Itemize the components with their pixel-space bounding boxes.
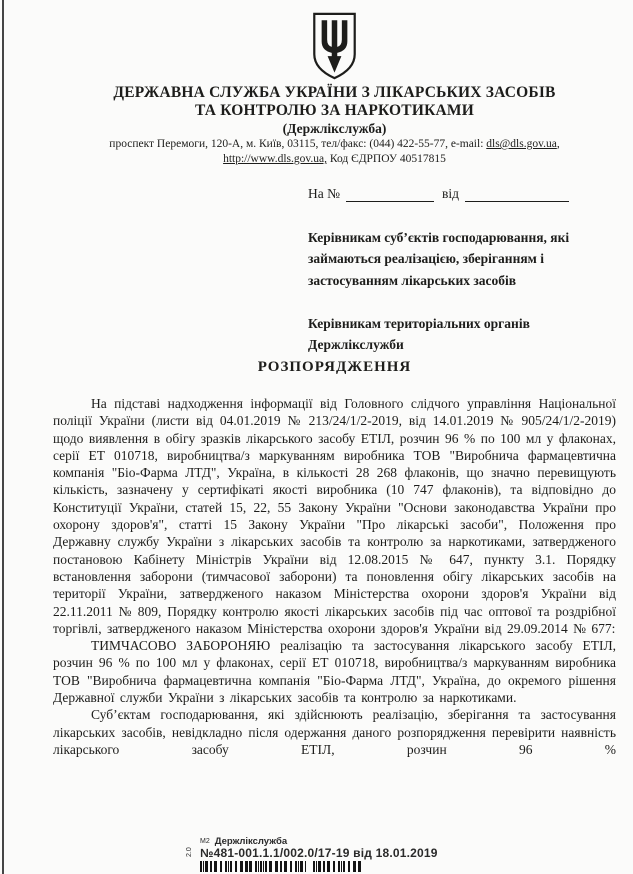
paragraph-legal-grounds: На підставі надходження інформації від Головного слідчого управління Національної поліції України (листи від 04.01.2019 № 213/24/1/2-2019, від 14.01.2019 № 905/24/1/2-2019) щодо виявлення в обігу зразків лікарського засобу ЕТІЛ, розчин 96 % по 100 мл у флаконах, серії ЕТ 010718, виробництва/з маркуванням виробника ТОВ "Виробнича фармацевтична компанія "Біо-Фарма ЛТД", Україна, в кількості 28 268 флаконів, що значно перевищують кількість, зазначену у сертифікаті якості виробника (10 747 флаконів), та відповідно до Конституції України, статей 15, 22, 55 Закону України "Основи законодавства України про охорону здоров'я", статті 15 Закону України "Про лікарські засоби", Положення про Державну службу України з лікарських засобів та контролю за наркотиками, затвердженого постановою Кабінету Міністрів України від 12.08.2015 № 647, пункту 3.1. Порядку встановлення заборони (тимчасової заборони) та поновлення обігу лікарських засобів на території України, затвердженого наказом Міністерства охорони здоров'я України від 22.11.2011 № 809, Порядку контролю якості лікарських засобів під час оптової та роздрібної торгівлі, затвердженого наказом Міністерства охорони здоров'я України від 29.09.2014 № 677: <box>53 396 616 636</box>
stamp-doc-number: №481-001.1.1/002.0/17-19 від 18.01.2019 <box>200 846 438 860</box>
recipient-business-entities: Керівникам суб’єктів господарювання, які займаються реалізацією, зберіганням і застосуванням лікарських засобів <box>308 230 570 288</box>
barcode <box>200 861 438 872</box>
edrpou-code: Код ЄДРПОУ 40517815 <box>326 153 446 165</box>
vid-label: від <box>442 186 459 201</box>
barcode-segment-right <box>313 861 361 872</box>
org-short-name: (Держлікслужба) <box>282 121 387 136</box>
website-link: http://www.dls.gov.ua, <box>223 153 327 165</box>
document-title: РОЗПОРЯДЖЕННЯ <box>257 359 412 375</box>
tryzub-emblem-icon <box>311 12 358 80</box>
org-address <box>53 138 616 151</box>
barcode-gap <box>306 861 313 872</box>
barcode-segment-left <box>200 861 306 872</box>
recipients-block <box>308 227 626 377</box>
stamp-org-name: Держлікслужба <box>214 836 288 847</box>
letterhead <box>53 12 616 166</box>
org-name-line2: ТА КОНТРОЛЮ ЗА НАРКОТИКАМИ <box>194 101 475 119</box>
recipient-territorial-bodies: Керівникам територіальних органів Держлікслужби <box>308 315 530 353</box>
org-name-line1: ДЕРЖАВНА СЛУЖБА УКРАЇНИ З ЛІКАРСЬКИХ ЗАСОБІВ <box>113 84 556 101</box>
scan-edge-artifact <box>2 0 4 874</box>
registration-stamp <box>200 836 438 872</box>
stamp-side-mark: 2.0 <box>186 847 193 857</box>
reference-line <box>308 186 569 202</box>
paragraph-prohibition: ТИМЧАСОВО ЗАБОРОНЯЮ реалізацію та застосування лікарського засобу ЕТІЛ, розчин 96 % по 100 мл у флаконах, серії ЕТ 010718, виробництва/з маркуванням виробника ТОВ "Виробнича фармацевтична компанія "Біо-Фарма ЛТД", Україна, до окремого рішення Державної служби України з лікарських засобів та контролю за наркотиками. <box>53 638 616 706</box>
number-blank-line <box>346 188 434 202</box>
email-link: dls@dls.gov.ua <box>486 138 557 150</box>
org-web-line <box>53 153 616 166</box>
stamp-mark: М2 <box>200 838 210 845</box>
address-text: проспект Перемоги, 120-А, м. Київ, 03115, тел/факс: (044) 422-55-77, e-mail: <box>109 138 487 150</box>
address-comma: , <box>556 138 560 150</box>
na-number-label: На № <box>308 186 340 201</box>
date-blank-line <box>465 188 569 202</box>
document-body <box>53 395 616 758</box>
paragraph-instruction: Суб’єктам господарювання, які здійснюють реалізацію, зберігання та застосування лікарських засобів, невідкладно після одержання даного розпорядження перевірити наявність лікарського засобу ЕТІЛ, розчин 96 % <box>53 707 616 757</box>
